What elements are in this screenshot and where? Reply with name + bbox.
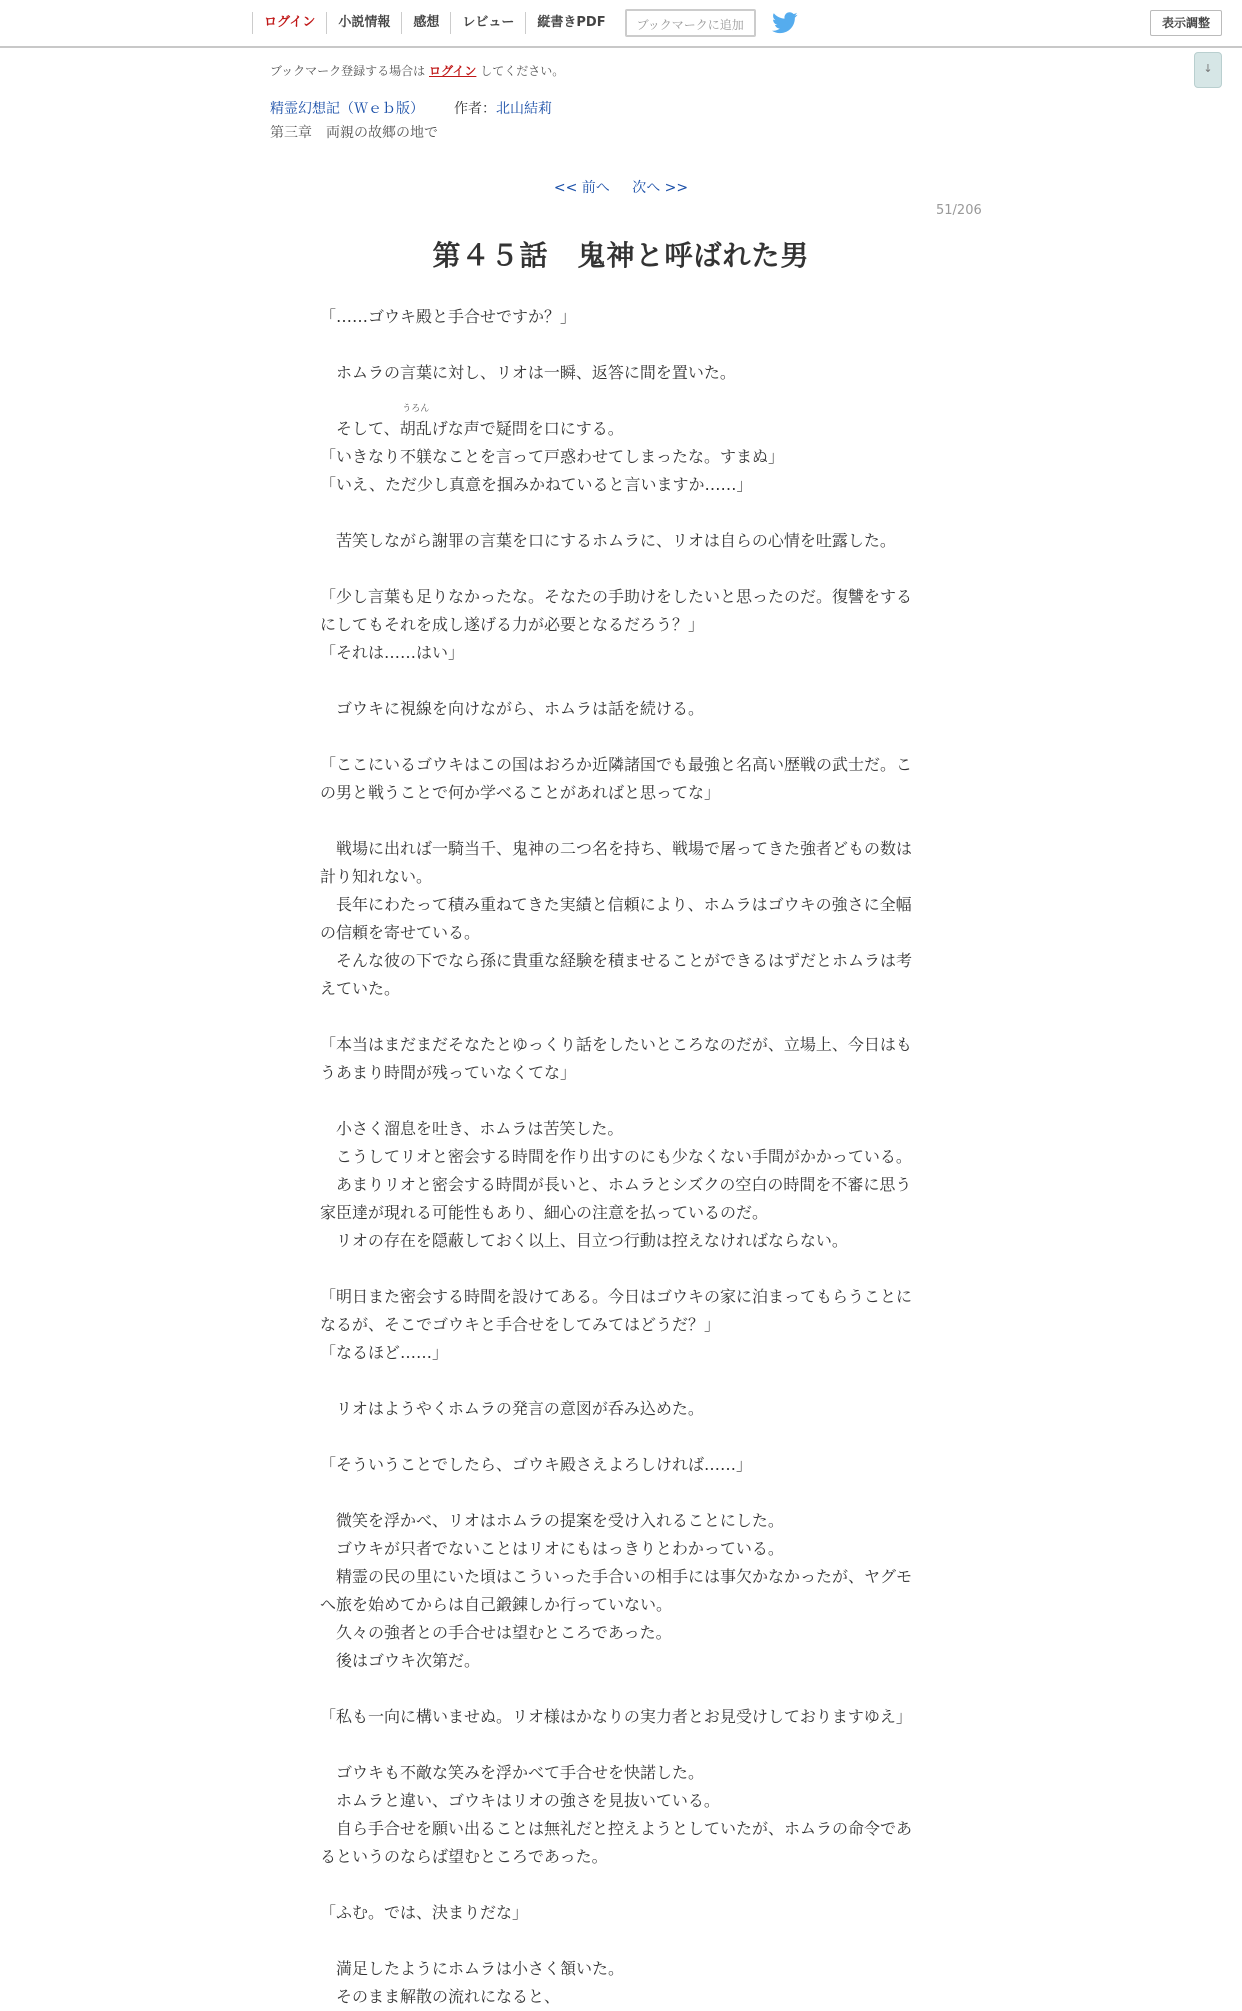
body-paragraph: 「本当はまだまだそなたとゆっくり話をしたいところなのだが、立場上、今日はもうあまり時間が残っていなくてな」 bbox=[320, 1035, 912, 1082]
body-paragraph bbox=[320, 1479, 920, 1507]
ruby-after: げな声で疑問を口にする。 bbox=[431, 419, 624, 438]
body-paragraph: ゴウキが只者でないことはリオにもはっきりとわかっている。 bbox=[320, 1539, 784, 1558]
body-paragraph: 「少し言葉も足りなかったな。そなたの手助けをしたいと思ったのだ。復讐をするにしてもそれを成し遂げる力が必要となるだろう？」 bbox=[320, 587, 913, 634]
body-paragraph bbox=[320, 1087, 920, 1115]
body-paragraph bbox=[320, 1003, 920, 1031]
body-paragraph: 「私も一向に構いませぬ。リオ様はかなりの実力者とお見受けしておりますゆえ」 bbox=[320, 1707, 912, 1726]
body-paragraph bbox=[320, 1871, 920, 1899]
body-paragraph: ホムラと違い、ゴウキはリオの強さを見抜いている。 bbox=[320, 1791, 720, 1810]
display-settings-button[interactable]: 表示調整 bbox=[1150, 10, 1222, 36]
body-paragraph: 「……ゴウキ殿と手合せですか？」 bbox=[320, 307, 577, 326]
nav-impressions[interactable]: 感想 bbox=[402, 12, 451, 34]
next-episode-link[interactable]: 次へ >> bbox=[632, 180, 689, 196]
author-link[interactable]: 北山結莉 bbox=[496, 101, 552, 117]
body-paragraph: 精霊の民の里にいた頃はこういった手合いの相手には事欠かなかったが、ヤグモへ旅を始めてからは自己鍛錬しか行っていない。 bbox=[320, 1567, 913, 1614]
body-paragraph bbox=[320, 1731, 920, 1759]
body-paragraph: ホムラの言葉に対し、リオは一瞬、返答に間を置いた。 bbox=[320, 363, 736, 382]
twitter-bird-icon[interactable] bbox=[772, 12, 798, 34]
body-paragraph: 微笑を浮かべ、リオはホムラの提案を受け入れることにした。 bbox=[320, 1511, 784, 1530]
ruby-word bbox=[399, 404, 432, 443]
body-paragraph bbox=[320, 667, 920, 695]
series-info bbox=[270, 98, 552, 118]
body-paragraph: 戦場に出れば一騎当千、鬼神の二つ名を持ち、戦場で屠ってきた強者どもの数は計り知れない。 bbox=[320, 839, 913, 886]
series-title-link[interactable]: 精霊幻想記（Ｗｅｂ版） bbox=[270, 101, 424, 117]
body-paragraph bbox=[320, 331, 920, 359]
login-note-before: ブックマーク登録する場合は bbox=[270, 64, 429, 78]
body-paragraph bbox=[320, 807, 920, 835]
body-paragraph: 久々の強者との手合せは望むところであった。 bbox=[320, 1623, 672, 1642]
episode-title: 第４５話 鬼神と呼ばれた男 bbox=[432, 239, 810, 272]
body-paragraph: リオはようやくホムラの発言の意図が呑み込めた。 bbox=[320, 1399, 704, 1418]
login-note bbox=[270, 62, 564, 79]
body-paragraph bbox=[320, 1675, 920, 1703]
chapter-title: 第三章 両親の故郷の地で bbox=[270, 125, 438, 141]
nav-menu bbox=[252, 0, 798, 46]
body-paragraph bbox=[320, 1255, 920, 1283]
body-paragraph: 苦笑しながら謝罪の言葉を口にするホムラに、リオは自らの心情を吐露した。 bbox=[320, 531, 896, 550]
body-paragraph: 「そういうことでしたら、ゴウキ殿さえよろしければ……」 bbox=[320, 1455, 753, 1474]
body-paragraph: 小さく溜息を吐き、ホムラは苦笑した。 bbox=[320, 1119, 624, 1138]
novel-body bbox=[320, 303, 920, 2011]
ruby-before: そして、 bbox=[320, 419, 400, 438]
nav-novel-info[interactable]: 小説情報 bbox=[327, 12, 402, 34]
body-paragraph: 「なるほど……」 bbox=[320, 1343, 449, 1362]
body-paragraph: 「明日また密会する時間を設けてある。今日はゴウキの家に泊まってもらうことになるが、そこでゴウキと手合せをしてみてはどうだ？」 bbox=[320, 1287, 913, 1334]
body-paragraph: 長年にわたって積み重ねてきた実績と信頼により、ホムラはゴウキの強さに全幅の信頼を寄せている。 bbox=[320, 895, 912, 942]
nav-vertical-pdf[interactable]: 縦書きPDF bbox=[537, 15, 606, 30]
body-paragraph: ゴウキに視線を向けながら、ホムラは話を続ける。 bbox=[320, 699, 705, 718]
body-paragraph: 「それは……はい」 bbox=[320, 643, 465, 662]
body-paragraph: あまりリオと密会する時間が長いと、ホムラとシズクの空白の時間を不審に思う家臣達が現れる可能性もあり、細心の注意を払っているのだ。 bbox=[320, 1175, 912, 1222]
body-paragraph: 自ら手合せを願い出ることは無礼だと控えようとしていたが、ホムラの命令であるというのならば望むところであった。 bbox=[320, 1819, 913, 1866]
login-link[interactable]: ログイン bbox=[428, 64, 477, 78]
body-paragraph: 「ふむ。では、決まりだな」 bbox=[320, 1903, 529, 1922]
body-paragraph bbox=[320, 1367, 920, 1395]
body-paragraph: そんな彼の下でなら孫に貴重な経験を積ませることができるはずだとホムラは考えていた。 bbox=[320, 951, 913, 998]
body-paragraph: 満足したようにホムラは小さく頷いた。 bbox=[320, 1959, 625, 1978]
episode-counter: 51/206 bbox=[936, 203, 982, 218]
nav-review[interactable]: レビュー bbox=[451, 12, 526, 34]
episode-pager bbox=[0, 177, 1242, 197]
body-paragraph bbox=[320, 723, 920, 751]
body-paragraph: リオの存在を隠蔽しておく以上、目立つ行動は控えなければならない。 bbox=[320, 1231, 848, 1250]
body-paragraph bbox=[320, 1423, 920, 1451]
author-label: 作者： bbox=[454, 101, 496, 117]
add-bookmark-button[interactable]: ブックマークに追加 bbox=[625, 9, 756, 37]
body-paragraph: 「いえ、ただ少し真意を掴みかねていると言いますか……」 bbox=[320, 475, 753, 494]
ruby-base: 胡乱 bbox=[399, 419, 432, 438]
body-paragraph: 「いきなり不躾なことを言って戸惑わせてしまったな。すまぬ」 bbox=[320, 447, 785, 466]
body-paragraph: 後はゴウキ次第だ。 bbox=[320, 1651, 481, 1670]
nav-login[interactable]: ログイン bbox=[252, 12, 327, 34]
top-navigation-bar bbox=[0, 0, 1242, 48]
ruby-reading: うろん bbox=[402, 404, 430, 414]
body-paragraph bbox=[320, 555, 920, 583]
body-paragraph: そのまま解散の流れになると、 bbox=[320, 1987, 561, 2006]
prev-episode-link[interactable]: << 前へ bbox=[553, 180, 610, 196]
body-paragraph: こうしてリオと密会する時間を作り出すのにも少なくない手間がかかっている。 bbox=[320, 1147, 912, 1166]
body-paragraph: ゴウキも不敵な笑みを浮かべて手合せを快諾した。 bbox=[320, 1763, 705, 1782]
body-paragraph bbox=[320, 499, 920, 527]
scroll-down-button[interactable]: ↓ bbox=[1194, 52, 1222, 88]
body-paragraph bbox=[320, 404, 920, 443]
body-paragraph bbox=[320, 1927, 920, 1955]
body-paragraph: 「ここにいるゴウキはこの国はおろか近隣諸国でも最強と名高い歴戦の武士だ。この男と戦うことで何か学べることがあればと思ってな」 bbox=[320, 755, 913, 802]
login-note-after: してください。 bbox=[476, 64, 565, 78]
